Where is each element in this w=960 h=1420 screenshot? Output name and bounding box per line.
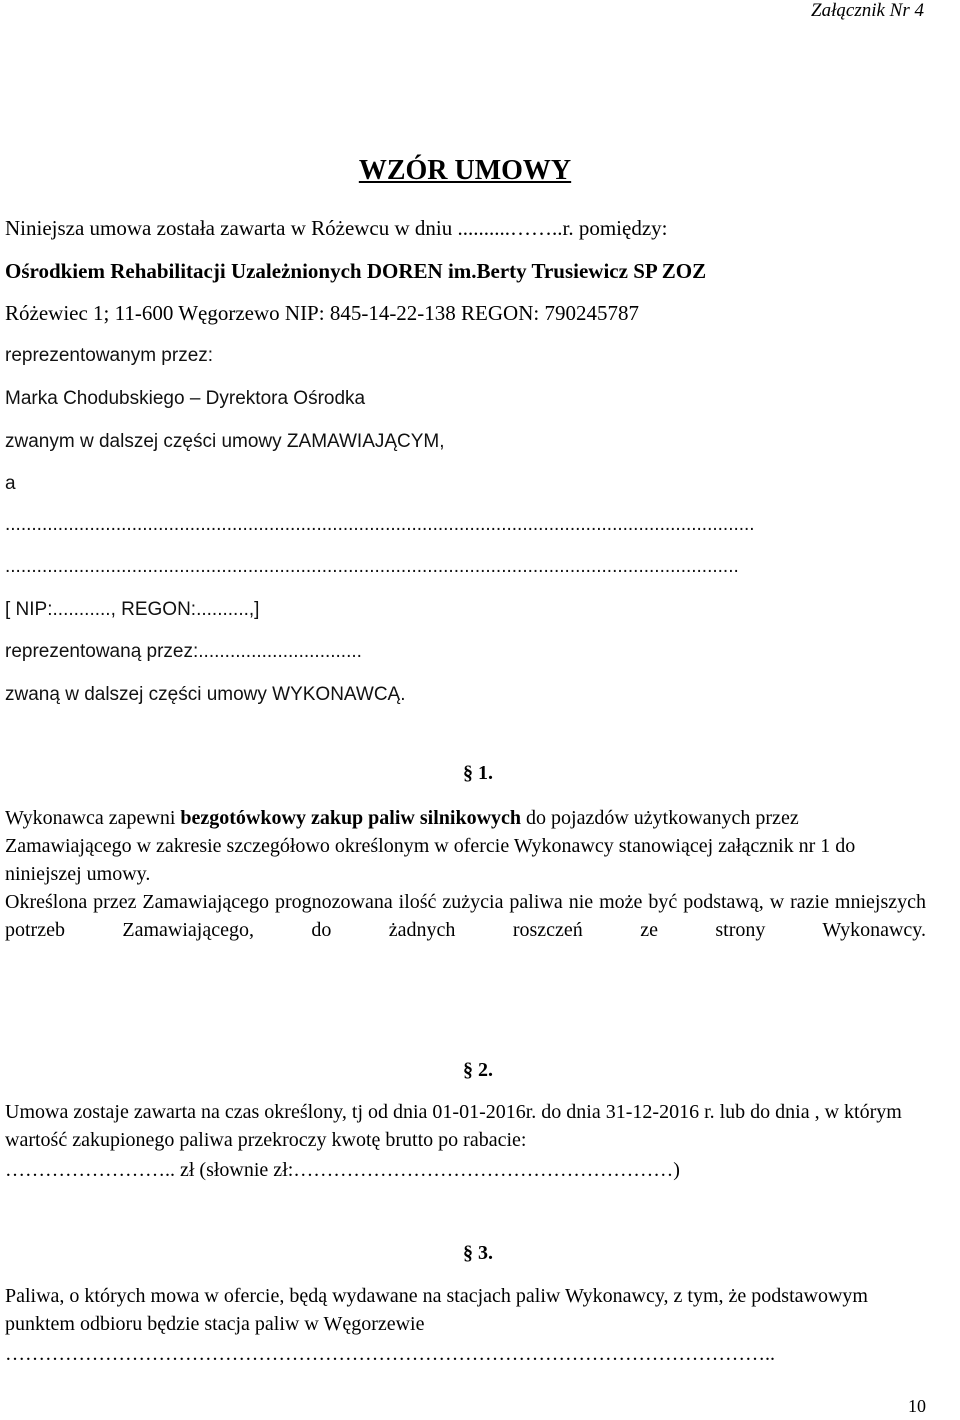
contractor-nip-regon: [ NIP:..........., REGON:..........,] [5, 599, 260, 620]
represented-by-label: reprezentowanym przez: [5, 345, 214, 366]
section-3-heading: § 3. [463, 1242, 493, 1264]
conjunction: a [5, 473, 16, 494]
contractor-represented-by: reprezentowaną przez:............................... [5, 641, 362, 662]
client-designation: zwanym w dalszej części umowy ZAMAWIAJĄCYM, [5, 431, 445, 452]
page-number: 10 [908, 1396, 926, 1416]
section-1-bold-text: bezgotówkowy zakup paliw silnikowych [180, 807, 522, 829]
intro-line: Niniejsza umowa została zawarta w Różewcu w dniu ..........……..r. pomiędzy: [5, 216, 668, 240]
section-1-paragraph-2: Określona przez Zamawiającego prognozowana ilość zużycia paliwa nie może być podstawą, w razie mniejszych potrzeb Zamawiającego, do żadnych roszczeń ze strony Wykonawcy. [5, 891, 926, 941]
director-name: Marka Chodubskiego – Dyrektora Ośrodka [5, 388, 366, 409]
contractor-blank-line-1: .............................................................................................................................................. [5, 514, 755, 535]
section-1-paragraph-1 [5, 804, 926, 888]
section-1-text-start: Wykonawca zapewni [5, 807, 181, 829]
section-1-heading: § 1. [463, 762, 493, 784]
contractor-blank-line-2: ........................................................................................................................................... [5, 556, 739, 577]
document-title: WZÓR UMOWY [358, 155, 572, 186]
section-2-paragraph-1: Umowa zostaje zawarta na czas określony, tj od dnia 01-01-2016r. do dnia 31-12-2016 r. lub do dnia , w którym wartość zakupionego paliwa przekroczy kwotę brutto po rabacie: [5, 1101, 902, 1151]
contractor-designation: zwaną w dalszej części umowy WYKONAWCĄ. [5, 684, 406, 705]
client-name: Ośrodkiem Rehabilitacji Uzależnionych DOREN im.Berty Trusiewicz SP ZOZ [5, 259, 707, 283]
section-1-text-end: do pojazdów użytkowanych przez Zamawiającego w zakresie szczegółowo określonym w ofercie Wykonawcy stanowiącej załącznik nr 1 do niniejszej umowy. [5, 807, 856, 885]
section-2-amount-line: …………………….. zł (słownie zł:…………………………………………………) [5, 1159, 680, 1181]
section-3-blank-line: …………………………………………………………………………………………………….. [5, 1343, 775, 1365]
annex-label: Załącznik Nr 4 [811, 0, 924, 21]
section-2-heading: § 2. [463, 1059, 493, 1081]
section-3-paragraph-1: Paliwa, o których mowa w ofercie, będą wydawane na stacjach paliw Wykonawcy, z tym, że podstawowym punktem odbioru będzie stacja paliw w Węgorzewie [5, 1285, 868, 1335]
client-address: Różewiec 1; 11-600 Węgorzewo NIP: 845-14-22-138 REGON: 790245787 [5, 301, 639, 325]
